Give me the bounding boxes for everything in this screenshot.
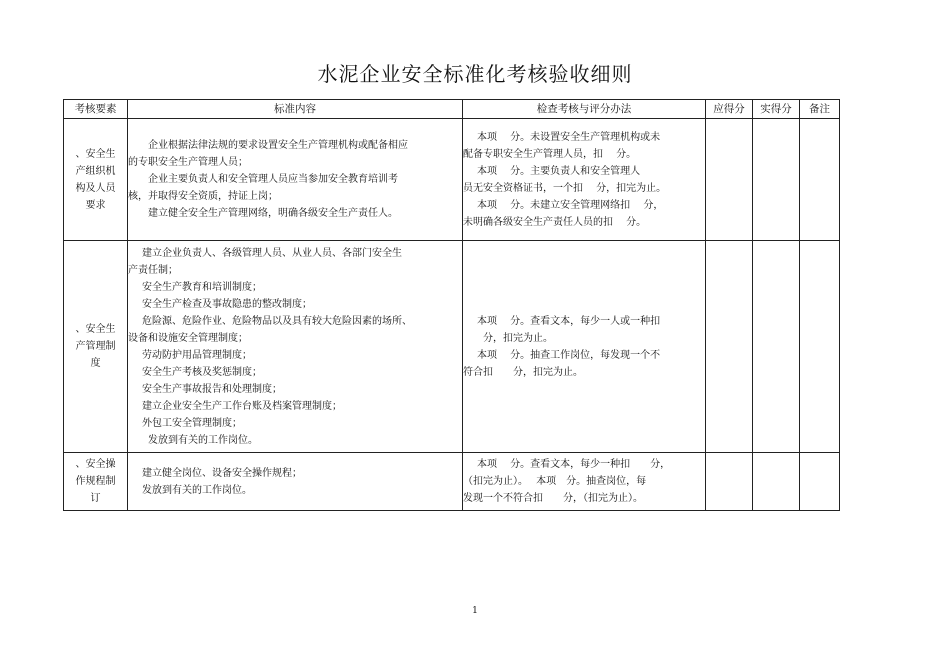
actual-score-cell[interactable] <box>753 453 800 511</box>
req-line: 要求 <box>85 199 106 211</box>
due-score-cell[interactable] <box>706 119 753 241</box>
method-line: 本项 分。主要负责人和安全管理人 <box>477 165 641 177</box>
method-line: 发现一个不符合扣 分，（扣完为止）。 <box>463 493 643 504</box>
req-line: 订 <box>90 493 101 504</box>
content-line: 的专职安全生产管理人员； <box>128 157 248 168</box>
header-method: 检查考核与评分办法 <box>463 100 706 119</box>
table-header-row <box>64 100 840 119</box>
method-line: 本项 分。未建立安全管理网络扣 分， <box>477 199 664 211</box>
content-line: 劳动防护用品管理制度； <box>142 349 252 361</box>
content-line: 发放到有关的工作岗位。 <box>142 484 252 496</box>
method-line: 本项 分。查看文本，每少一人或一种扣 <box>477 315 661 327</box>
content-line: 外包工安全管理制度； <box>142 417 242 429</box>
actual-score-cell[interactable] <box>753 241 800 453</box>
content-line: 核，并取得安全资质，持证上岗； <box>128 191 278 202</box>
content-line: 建立企业安全生产工作台账及档案管理制度； <box>142 400 342 412</box>
content-line: 企业根据法律法规的要求设置安全生产管理机构或配备相应 <box>148 140 408 151</box>
page-number: 1 <box>472 606 478 616</box>
req-line: 、安全操 <box>75 459 116 470</box>
assessment-table <box>63 99 840 511</box>
content-cell <box>128 241 463 453</box>
note-cell[interactable] <box>800 241 840 453</box>
req-line: 产组织机 <box>75 165 116 177</box>
req-line: 、安全生 <box>75 148 116 160</box>
method-line: 未明确各级安全生产责任人员的扣 分。 <box>463 216 647 228</box>
method-cell <box>463 119 706 241</box>
content-line: 企业主要负责人和安全管理人员应当参加安全教育培训考 <box>148 174 398 185</box>
content-line: 安全生产考核及奖惩制度； <box>142 366 262 378</box>
content-line: 产责任制； <box>128 264 178 276</box>
method-line: 员无安全资格证书，一个扣 分，扣完为止。 <box>463 182 667 194</box>
table-row <box>64 241 840 453</box>
table-row <box>64 119 840 241</box>
due-score-cell[interactable] <box>706 241 753 453</box>
document-title: 水泥企业安全标准化考核验收细则 <box>317 62 633 86</box>
content-line: 发放到有关的工作岗位。 <box>148 434 258 446</box>
header-content: 标准内容 <box>128 100 463 119</box>
method-line: 本项 分。未设置安全生产管理机构或未 <box>477 131 661 143</box>
req-line: 产管理制 <box>75 341 116 352</box>
header-req: 考核要素 <box>64 100 128 119</box>
content-line: 安全生产事故报告和处理制度； <box>142 383 282 395</box>
req-cell <box>64 453 128 511</box>
method-cell <box>463 241 706 453</box>
actual-score-cell[interactable] <box>753 119 800 241</box>
content-line: 安全生产教育和培训制度； <box>142 281 262 293</box>
method-line: 本项 分。查看文本，每少一种扣 分， <box>477 459 671 470</box>
req-cell <box>64 241 128 453</box>
method-line: 分，扣完为止。 <box>483 332 553 344</box>
content-line: 设备和设施安全管理制度； <box>128 332 248 344</box>
content-line: 建立健全安全生产管理网络，明确各级安全生产责任人。 <box>148 208 398 219</box>
req-line: 、安全生 <box>75 324 116 335</box>
content-line: 危险源、危险作业、危险物品以及具有较大危险因素的场所、 <box>142 315 412 327</box>
note-cell[interactable] <box>800 119 840 241</box>
content-cell <box>128 453 463 511</box>
method-line: 配备专职安全生产管理人员，扣 分。 <box>463 148 637 160</box>
content-cell <box>128 119 463 241</box>
content-line: 安全生产检查及事故隐患的整改制度； <box>142 298 312 310</box>
content-line: 建立企业负责人、各级管理人员、从业人员、各部门安全生 <box>142 247 402 259</box>
req-line: 作规程制 <box>75 476 116 487</box>
req-line: 度 <box>90 358 101 369</box>
note-cell[interactable] <box>800 453 840 511</box>
content-line: 建立健全岗位、设备安全操作规程； <box>142 467 302 479</box>
table-row <box>64 453 840 511</box>
due-score-cell[interactable] <box>706 453 753 511</box>
method-line: （扣完为止）。 本项 分。抽查岗位，每 <box>463 476 647 487</box>
method-line: 本项 分。抽查工作岗位，每发现一个不 <box>477 349 661 361</box>
method-cell <box>463 453 706 511</box>
header-actual-score: 实得分 <box>753 100 800 119</box>
header-note: 备注 <box>800 100 840 119</box>
req-line: 构及人员 <box>75 182 116 194</box>
req-cell <box>64 119 128 241</box>
header-due-score: 应得分 <box>706 100 753 119</box>
method-line: 符合扣 分，扣完为止。 <box>463 366 583 378</box>
